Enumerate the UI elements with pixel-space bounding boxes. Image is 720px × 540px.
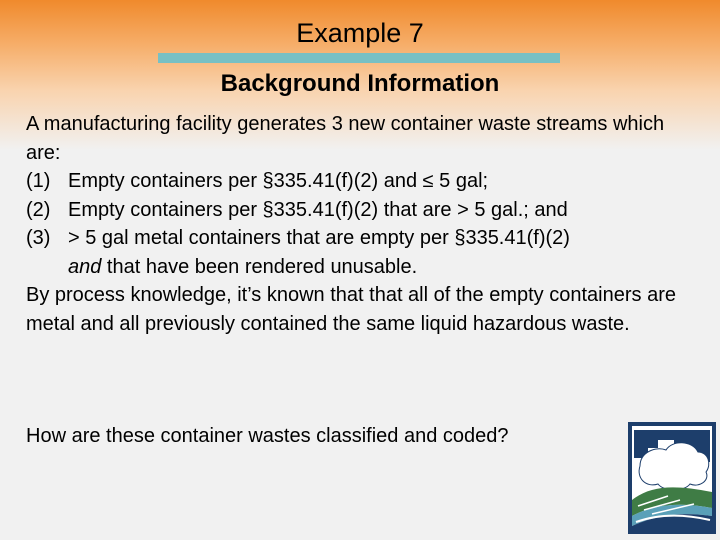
list-item-text: Empty containers per §335.41(f)(2) and ≤ 5 gal; — [68, 170, 489, 192]
question-text: How are these container wastes classified and coded? — [26, 425, 509, 447]
agency-logo-icon — [628, 422, 716, 534]
body-text — [26, 110, 676, 338]
list-item-text: > 5 gal metal containers that are empty per §335.41(f)(2) — [68, 227, 570, 249]
title-underline — [158, 53, 560, 63]
list-item-continuation — [26, 253, 676, 282]
list-item-number: (1) — [26, 170, 51, 192]
conclusion-paragraph: By process knowledge, it’s known that that all of the empty containers are metal and all previously contained the same liquid hazardous waste. — [26, 284, 676, 335]
list-item-number: (3) — [26, 227, 51, 249]
continuation-text: that have been rendered unusable. — [101, 255, 418, 278]
emphasis-text: and — [68, 255, 102, 278]
slide-title: Example 7 — [296, 18, 424, 48]
list-item-number: (2) — [26, 198, 51, 221]
list-item — [26, 196, 676, 225]
slide-subtitle: Background Information — [220, 70, 500, 97]
list-item — [26, 167, 676, 196]
list-item — [26, 224, 676, 253]
list-item-text: Empty containers per §335.41(f)(2) that are > 5 gal.; and — [68, 198, 568, 221]
intro-paragraph: A manufacturing facility generates 3 new container waste streams which are: — [26, 113, 665, 164]
